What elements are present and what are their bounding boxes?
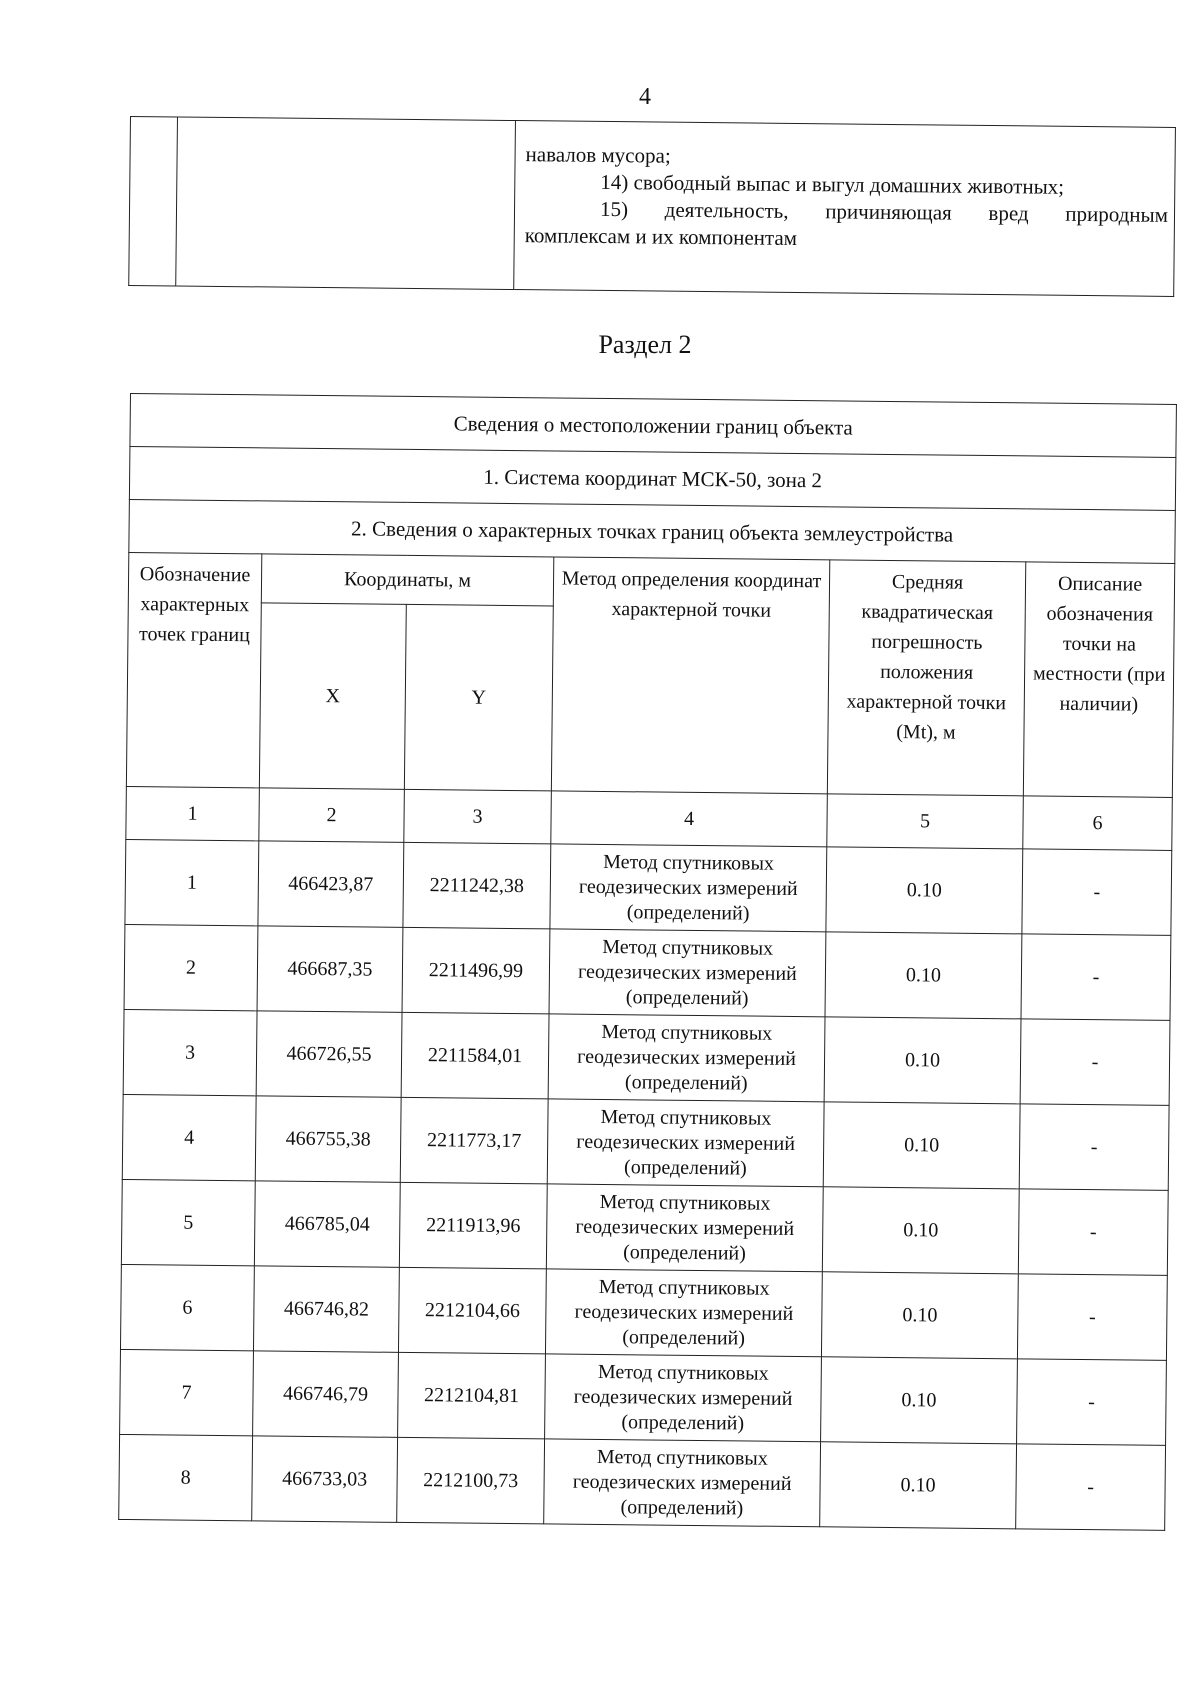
continuation-cell-name: [176, 117, 516, 290]
continuation-text: [515, 121, 1175, 256]
table-title: Сведения о местоположении границ объекта: [130, 394, 1177, 458]
table-row: [124, 924, 1171, 1020]
column-number: 3: [404, 789, 552, 844]
point-x: 466733,03: [252, 1436, 398, 1523]
point-description: -: [1021, 934, 1171, 1021]
point-method: Метод спутниковых геодезических измерений (определений): [547, 1099, 824, 1187]
continuation-table: [128, 116, 1176, 297]
point-id: 8: [119, 1434, 253, 1520]
header-designation: Обозначение характерных точек границ: [126, 552, 261, 787]
header-y: Y: [404, 604, 553, 791]
page-number: 4: [639, 84, 651, 110]
section-title: Раздел 2: [598, 330, 692, 359]
coord-system: 1. Система координат МСК-50, зона 2: [129, 447, 1176, 511]
boundary-points-table: [118, 393, 1177, 1531]
point-error: 0.10: [825, 932, 1022, 1019]
table-row: [119, 1434, 1166, 1530]
header-x: X: [259, 603, 406, 790]
point-id: 1: [125, 839, 259, 925]
points-header: 2. Сведения о характерных точках границ объекта землеустройства: [129, 499, 1176, 563]
point-error: 0.10: [820, 1442, 1017, 1529]
point-method: Метод спутниковых геодезических измерений (определений): [544, 1439, 821, 1527]
point-description: -: [1018, 1189, 1168, 1276]
point-y: 2211913,96: [399, 1182, 547, 1269]
header-description: Описание обозначения точки на местности (при наличии): [1023, 562, 1175, 798]
point-description: -: [1017, 1359, 1167, 1446]
point-x: 466726,55: [256, 1011, 402, 1098]
point-y: 2212104,81: [398, 1352, 546, 1439]
point-x: 466785,04: [254, 1181, 400, 1268]
point-error: 0.10: [822, 1187, 1019, 1274]
column-number: 2: [259, 788, 405, 843]
point-y: 2211496,99: [402, 927, 550, 1014]
continuation-cell-number: [129, 117, 178, 286]
point-y: 2211773,17: [400, 1097, 548, 1184]
point-description: -: [1019, 1104, 1169, 1191]
point-method: Метод спутниковых геодезических измерений (определений): [549, 929, 826, 1017]
continuation-line: 14) свободный выпас и выгул домашних животных;: [600, 169, 1065, 199]
point-method: Метод спутниковых геодезических измерений (определений): [546, 1184, 823, 1272]
point-x: 466423,87: [258, 841, 404, 928]
point-method: Метод спутниковых геодезических измерений (определений): [545, 1354, 822, 1442]
point-y: 2212104,66: [398, 1267, 546, 1354]
point-description: -: [1017, 1274, 1167, 1361]
header-error: Средняя квадратическая погрешность положения характерной точки (Mt), м: [827, 560, 1025, 796]
point-x: 466687,35: [257, 926, 403, 1013]
point-id: 4: [122, 1094, 256, 1180]
point-id: 2: [124, 924, 258, 1010]
point-y: 2211242,38: [403, 842, 551, 929]
point-error: 0.10: [821, 1357, 1018, 1444]
point-error: 0.10: [823, 1102, 1020, 1189]
header-coordinates: Координаты, м: [261, 554, 553, 606]
point-method: Метод спутниковых геодезических измерений (определений): [548, 1014, 825, 1102]
header-method: Метод определения координат характерной точки: [551, 557, 829, 794]
continuation-line: навалов мусора;: [525, 142, 671, 168]
table-row: [121, 1179, 1168, 1275]
point-y: 2212100,73: [397, 1437, 545, 1524]
point-id: 7: [120, 1349, 254, 1435]
column-number: 1: [126, 786, 260, 840]
table-row: [125, 839, 1172, 935]
point-x: 466755,38: [255, 1096, 401, 1183]
point-description: -: [1016, 1444, 1166, 1531]
continuation-cell-text: [514, 121, 1176, 297]
table-row: [123, 1009, 1170, 1105]
point-error: 0.10: [821, 1272, 1018, 1359]
continuation-line: 15) деятельность, причиняющая вред природным: [599, 196, 1169, 227]
continuation-line: комплексам и их компонентам: [524, 223, 798, 250]
point-x: 466746,79: [253, 1351, 399, 1438]
column-number: 4: [551, 791, 828, 847]
continuation-row: [129, 117, 1176, 297]
point-method: Метод спутниковых геодезических измерений (определений): [545, 1269, 822, 1357]
point-id: 6: [120, 1264, 254, 1350]
point-description: -: [1020, 1019, 1170, 1106]
point-description: -: [1022, 849, 1172, 936]
column-number: 6: [1023, 796, 1173, 851]
point-id: 5: [121, 1179, 255, 1265]
column-number: 5: [827, 794, 1024, 849]
point-y: 2211584,01: [401, 1012, 549, 1099]
point-error: 0.10: [824, 1017, 1021, 1104]
table-row: [120, 1349, 1167, 1445]
table-row: [120, 1264, 1167, 1360]
point-id: 3: [123, 1009, 257, 1095]
point-method: Метод спутниковых геодезических измерений (определений): [550, 844, 827, 932]
point-x: 466746,82: [253, 1266, 399, 1353]
table-row: [122, 1094, 1169, 1190]
point-error: 0.10: [826, 847, 1023, 934]
